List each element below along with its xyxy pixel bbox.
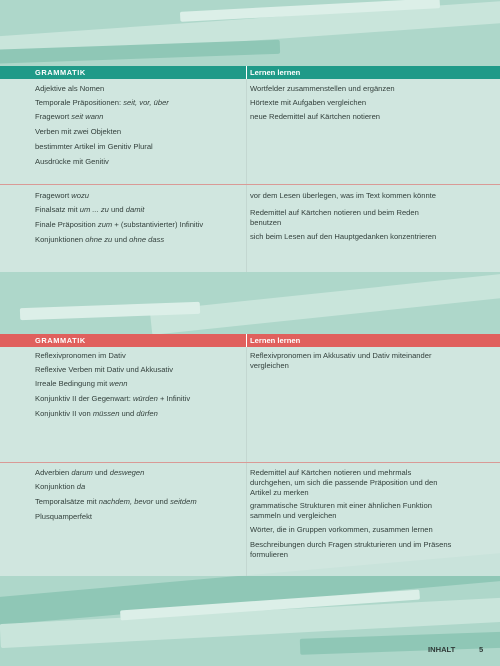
list-item: Adjektive als Nomen: [35, 84, 105, 93]
list-item: Ausdrücke mit Genitiv: [35, 157, 109, 166]
grammatik-header: GRAMMATIK: [35, 336, 86, 345]
row-separator: [0, 462, 500, 463]
list-item: Konjunktiv II von müssen und dürfen: [35, 409, 158, 418]
footer-label: INHALT: [428, 645, 456, 654]
list-item: Wortfelder zusammenstellen und ergänzen: [250, 84, 395, 93]
row-separator: [0, 184, 500, 185]
list-item: grammatische Strukturen mit einer ähnlichen Funktion: [250, 501, 432, 510]
list-item: Reflexivpronomen im Akkusativ und Dativ miteinander: [250, 351, 432, 360]
list-item: Hörtexte mit Aufgaben vergleichen: [250, 98, 367, 107]
list-item: benutzen: [250, 218, 282, 227]
list-item: Redemittel auf Kärtchen notieren und mehrmals: [250, 468, 412, 477]
lernen-header: Lernen lernen: [250, 336, 301, 345]
section2-header: [0, 334, 500, 347]
list-item: sich beim Lesen auf den Hauptgedanken konzentrieren: [250, 232, 437, 241]
list-item: durchgehen, um sich die passende Präposition und den: [250, 478, 438, 487]
list-item: Adverbien darum und deswegen: [35, 468, 145, 477]
list-item: Konjunktionen ohne zu und ohne dass: [35, 235, 165, 244]
list-item: vergleichen: [250, 361, 289, 370]
list-item: sammeln und vergleichen: [250, 511, 337, 520]
section1-header: [0, 66, 500, 79]
list-item: Fragewort wozu: [35, 191, 90, 200]
list-item: neue Redemittel auf Kärtchen notieren: [250, 112, 381, 121]
lernen-header: Lernen lernen: [250, 68, 301, 77]
list-item: Konjunktion da: [35, 482, 86, 491]
list-item: Redemittel auf Kärtchen notieren und beim Reden: [250, 208, 419, 217]
list-item: Artikel zu merken: [250, 488, 309, 497]
list-item: Beschreibungen durch Fragen strukturieren und im Präsens: [250, 540, 452, 549]
header-divider: [246, 66, 247, 79]
page-number: 5: [479, 645, 484, 654]
list-item: Finale Präposition zum + (substantivierter) Infinitiv: [35, 220, 204, 229]
list-item: Finalsatz mit um ... zu und damit: [35, 205, 145, 214]
list-item: Reflexive Verben mit Dativ und Akkusativ: [35, 365, 174, 374]
list-item: Irreale Bedingung mit wenn: [35, 379, 128, 388]
header-divider: [246, 334, 247, 347]
list-item: Verben mit zwei Objekten: [35, 127, 122, 136]
column-divider: [246, 79, 247, 272]
list-item: Reflexivpronomen im Dativ: [35, 351, 126, 360]
grammatik-header: GRAMMATIK: [35, 68, 86, 77]
list-item: Plusquamperfekt: [35, 512, 92, 521]
list-item: Temporale Präpositionen: seit, vor, über: [35, 98, 169, 107]
list-item: vor dem Lesen überlegen, was im Text kommen könnte: [250, 191, 437, 200]
list-item: formulieren: [250, 550, 288, 559]
list-item: Temporalsätze mit nachdem, bevor und seitdem: [35, 497, 197, 506]
list-item: Fragewort seit wann: [35, 112, 104, 121]
list-item: bestimmter Artikel im Genitiv Plural: [35, 142, 153, 151]
list-item: Konjunktiv II der Gegenwart: würden + Infinitiv: [35, 394, 191, 403]
list-item: Wörter, die in Gruppen vorkommen, zusammen lernen: [250, 525, 433, 534]
